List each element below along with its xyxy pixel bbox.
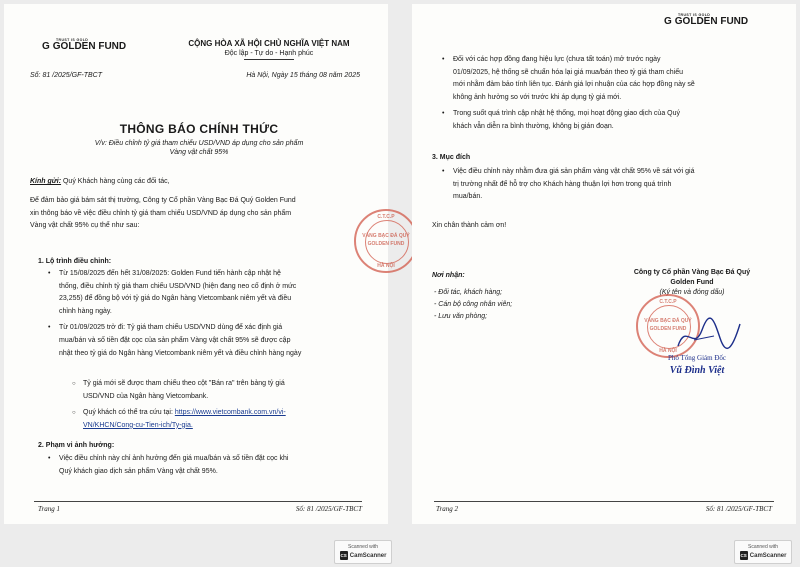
logo-tagline: TRUST IS GOLD xyxy=(678,13,711,17)
seal-text: C.T.C.P xyxy=(659,299,677,305)
recipient-item: - Lưu văn phòng; xyxy=(434,313,488,320)
bullet-line: ○ Tỷ giá mới sẽ được tham chiếu theo cột "Bán ra" trên bảng tỷ giá xyxy=(83,380,285,387)
seal-text: GOLDEN FUND xyxy=(649,326,687,332)
company-name-2: Golden Fund xyxy=(670,279,714,286)
bullet-line: mua/bán và số tiền đặt cọc của sản phẩm Vàng vật chất 95% sẽ được cập xyxy=(59,336,291,344)
vietcombank-link[interactable]: https://www.vietcombank.com.vn/vi- xyxy=(174,409,286,417)
golden-fund-logo xyxy=(42,38,126,52)
handwritten-signature-icon xyxy=(674,316,744,356)
place-date: Hà Nội, Ngày 15 tháng 08 năm 2025 xyxy=(246,72,360,79)
scanner-caption: Scanned with xyxy=(347,544,379,550)
section-1-heading: 1. Lộ trình điều chỉnh: xyxy=(38,258,112,265)
seal-text: VÀNG BẠC ĐÁ QUÝ xyxy=(362,233,410,239)
scanner-app-name: CamScanner xyxy=(749,553,787,559)
footer-divider xyxy=(34,501,362,502)
intro-line: xin thông báo về việc điều chỉnh tỷ giá tham chiếu USD/VND áp dụng cho sản phẩm xyxy=(30,209,292,217)
scanner-app-name: CamScanner xyxy=(349,553,387,559)
nation-title: CỘNG HÒA XÃ HỘI CHỦ NGHĨA VIỆT NAM xyxy=(188,39,350,48)
recipient-item: - Cán bộ công nhân viên; xyxy=(434,301,513,308)
bullet-line: chỉnh hàng ngày. xyxy=(59,307,112,315)
camscanner-badge xyxy=(334,540,392,564)
signer-name: Vũ Đình Việt xyxy=(669,365,725,376)
bullet-line: USD/VND của Ngân hàng Vietcombank. xyxy=(83,392,209,400)
scanner-brand xyxy=(735,551,791,561)
company-name: Công ty Cổ phần Vàng Bạc Đá Quý xyxy=(633,269,751,276)
intro-line: Vàng vật chất 95% cụ thể như sau: xyxy=(30,222,140,230)
document-page-2 xyxy=(412,4,796,524)
bullet-line: không ảnh hưởng so với trước khi áp dụng tỷ giá mới. xyxy=(453,93,622,101)
list-item xyxy=(48,453,368,478)
logo-name: GOLDEN FUND xyxy=(674,16,749,27)
section-3-heading: 3. Mục đích xyxy=(432,154,471,161)
doc-number: Số: 81 /2025/GF-TBCT xyxy=(30,72,102,79)
camscanner-badge xyxy=(734,540,792,564)
nation-motto: Độc lập - Tự do - Hạnh phúc xyxy=(224,50,314,57)
recipients-list xyxy=(434,287,512,323)
doc-title: THÔNG BÁO CHÍNH THỨC xyxy=(119,122,279,136)
seal-text: HÀ NỘI xyxy=(659,348,677,354)
section-2-list xyxy=(48,453,368,478)
bullet-line: khách vẫn diễn ra bình thường, không bị gián đoạn. xyxy=(453,122,614,130)
seal-text: C.T.C.P xyxy=(377,214,395,220)
seal-text: GOLDEN FUND xyxy=(367,241,405,247)
seal-text: HÀ NỘI xyxy=(377,263,395,269)
doc-subject-line-1: V/v: Điều chỉnh tỷ giá tham chiếu USD/VND áp dụng cho sản phẩm xyxy=(94,140,304,147)
recipient-item: - Đối tác, khách hàng; xyxy=(434,289,503,296)
footer-page-number: Trang 2 xyxy=(436,505,458,513)
bullet-line: • Từ 15/08/2025 đến hết 31/08/2025: Golden Fund tiến hành cập nhật hệ xyxy=(59,270,281,277)
greeting-label: Kính gửi: xyxy=(30,178,62,185)
motto-underline xyxy=(244,59,294,60)
scanner-brand xyxy=(335,551,391,561)
intro-paragraph xyxy=(30,195,370,233)
section-1-list xyxy=(48,268,368,360)
bullet-line: • Trong suốt quá trình cập nhật hệ thống, mọi hoạt động giao dịch của Quý xyxy=(453,110,681,118)
bullet-line: mua/bán. xyxy=(453,193,483,201)
signer-title: Phó Tổng Giám Đốc xyxy=(667,354,726,362)
section-1-sublist xyxy=(72,378,372,432)
company-signature-block xyxy=(602,268,782,298)
document-page-1 xyxy=(4,4,410,524)
bullet-line: • Việc điều chỉnh này chỉ ảnh hưởng đến giá mua/bán và số tiền đặt cọc khi xyxy=(59,455,289,462)
intro-line: Để đảm bảo giá bám sát thị trường, Công ty Cổ phần Vàng Bạc Đá Quý Golden Fund xyxy=(30,197,296,204)
bullet-line: Quý khách giao dịch sản phẩm Vàng vật chất 95%. xyxy=(59,467,218,475)
bullet-line: nhật theo tỷ giá do Ngân hàng Vietcombank niêm yết và điều chỉnh hàng ngày xyxy=(59,349,302,357)
seal-text: VÀNG BẠC ĐÁ QUÝ xyxy=(644,318,692,324)
bullet-line: 23,255) để đồng bộ với tỷ giá do Ngân hàng Vietcombank niêm yết và điều xyxy=(59,295,292,303)
lookup-text: Quý khách có thể tra cứu tại: xyxy=(83,409,175,417)
doc-subject-line-2: Vàng vật chất 95% xyxy=(169,149,229,156)
bullet-line: thống, điều chỉnh tỷ giá tham chiếu USD/VND (hiện đang neo cố định ở mức xyxy=(59,282,297,290)
list-item xyxy=(72,378,372,403)
golden-fund-logo xyxy=(664,13,748,27)
footer-divider xyxy=(434,501,774,502)
bullet-line: trị trường nhất để hỗ trợ cho Khách hàng thuận lợi hơn trong quá trình xyxy=(453,180,672,188)
scanner-caption: Scanned with xyxy=(747,544,779,550)
section-2-heading: 2. Phạm vi ảnh hưởng: xyxy=(38,442,115,449)
list-item xyxy=(48,268,368,318)
bullet-line: • Từ 01/09/2025 trở đi: Tỷ giá tham chiếu USD/VND dùng để xác định giá xyxy=(59,324,283,332)
list-item xyxy=(442,166,762,204)
greeting-text: Quý Khách hàng cùng các đối tác, xyxy=(61,178,170,185)
logo-tagline: TRUST IS GOLD xyxy=(56,38,89,42)
bullet-line: 01/09/2025, hệ thống sẽ chuẩn hóa lại giá mua/bán theo tỷ giá tham chiếu xyxy=(453,68,684,76)
recipients-label: Nơi nhận: xyxy=(432,272,465,279)
list-item xyxy=(48,322,368,360)
logo-mark-icon: G xyxy=(664,16,672,27)
footer-page-number: Trang 1 xyxy=(38,505,60,513)
logo-name: GOLDEN FUND xyxy=(52,41,127,52)
camscanner-icon: CS xyxy=(740,553,747,558)
page-2-list xyxy=(442,54,762,134)
list-item xyxy=(72,407,372,432)
bullet-line: mới nhằm đảm bảo tính liên tục. Đánh giá lợi nhuận của các hợp đồng này sẽ xyxy=(453,81,695,89)
section-3-list xyxy=(442,166,762,204)
greeting xyxy=(30,176,170,189)
list-item xyxy=(442,108,762,133)
bullet-line xyxy=(83,420,372,433)
footer-doc-number: Số: 81 /2025/GF-TBCT xyxy=(295,505,362,513)
sign-instruction: (Ký tên và đóng dấu) xyxy=(659,289,725,296)
vietcombank-link-continued[interactable]: VN/KHCN/Cong-cu-Tien-ich/Ty-gia. xyxy=(83,421,193,429)
bullet-line xyxy=(83,407,372,420)
logo-mark-icon: G xyxy=(42,41,50,52)
company-seal-partial xyxy=(354,209,418,273)
bullet-line: • Đối với các hợp đồng đang hiệu lực (chưa tất toán) mở trước ngày xyxy=(453,56,661,63)
footer-doc-number: Số: 81 /2025/GF-TBCT xyxy=(705,505,772,513)
list-item xyxy=(442,54,762,104)
camscanner-icon: CS xyxy=(340,553,347,558)
bullet-line: • Việc điều chỉnh này nhằm đưa giá sản phẩm vàng vật chất 95% về sát với giá xyxy=(453,168,695,175)
thanks-line: Xin chân thành cảm ơn! xyxy=(432,222,507,229)
